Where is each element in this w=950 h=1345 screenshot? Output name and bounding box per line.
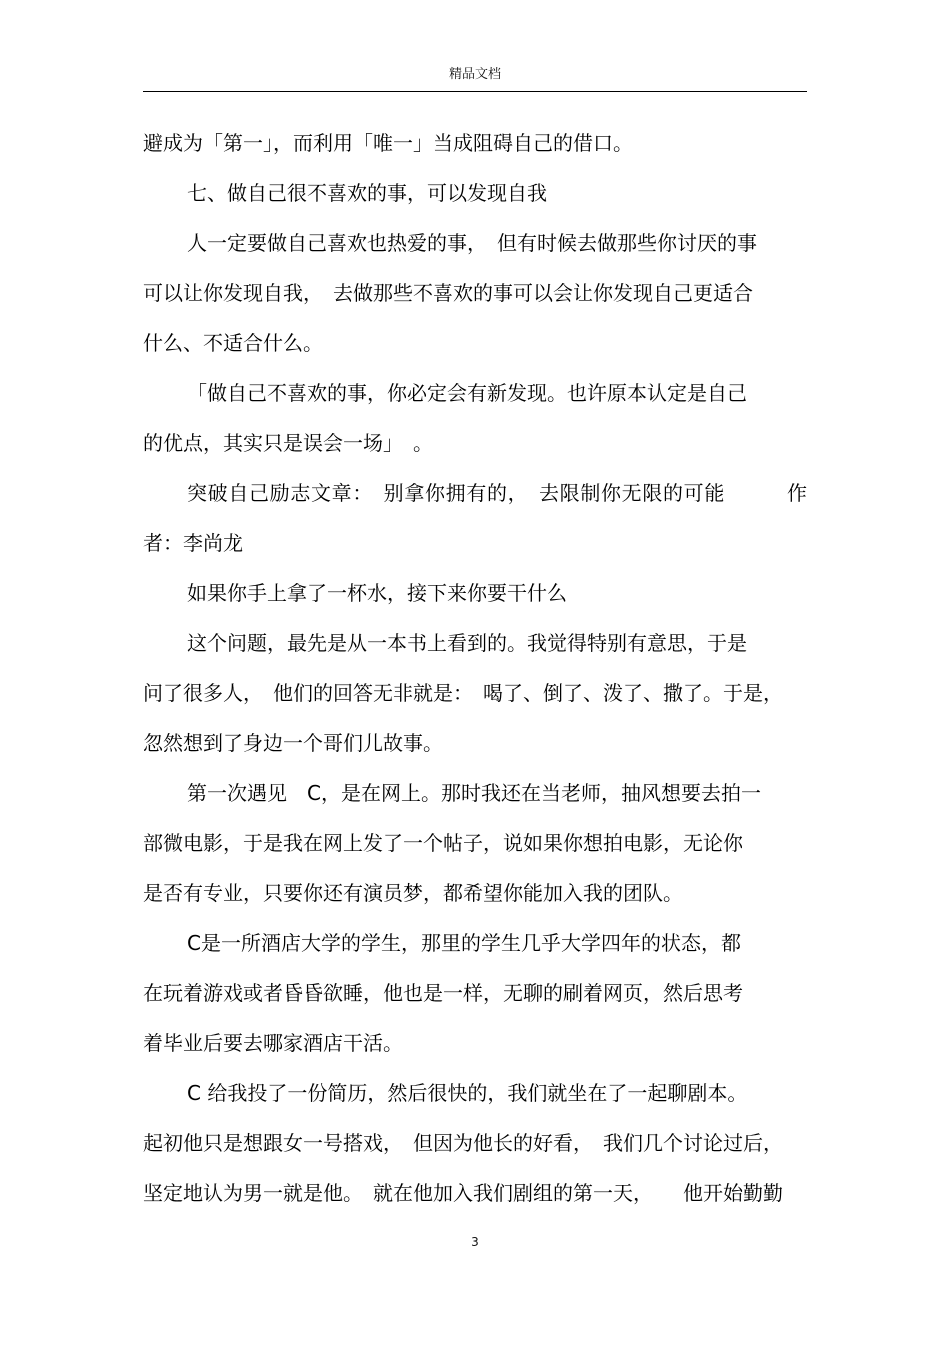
- text-line: C是一所酒店大学的学生，那里的学生几乎大学四年的状态，都: [187, 931, 741, 955]
- text-line: 坚定地认为男一就是他。 就在他加入我们剧组的第一天， 他开始勤勤: [143, 1181, 783, 1205]
- text-line: 问了很多人， 他们的回答无非就是： 喝了、倒了、泼了、撒了。于是，: [143, 681, 783, 705]
- text-line: 忽然想到了身边一个哥们儿故事。: [143, 731, 443, 755]
- section-heading: 七、做自己很不喜欢的事，可以发现自我: [187, 181, 547, 205]
- text-line: 人一定要做自己喜欢也热爱的事， 但有时候去做那些你讨厌的事: [187, 231, 757, 255]
- text-line: 「做自己不喜欢的事，你必定会有新发现。也许原本认定是自己: [187, 381, 747, 405]
- text-line: 的优点，其实只是误会一场」 。: [143, 431, 433, 455]
- text-line: 部微电影，于是我在网上发了一个帖子，说如果你想拍电影，无论你: [143, 831, 743, 855]
- text-line: 在玩着游戏或者昏昏欲睡，他也是一样，无聊的刷着网页，然后思考: [143, 981, 743, 1005]
- page-number: 3: [471, 1235, 479, 1249]
- text-line: 是否有专业，只要你还有演员梦，都希望你能加入我的团队。: [143, 881, 683, 905]
- page-header: 精品文档: [448, 67, 501, 82]
- text-line: 起初他只是想跟女一号搭戏， 但因为他长的好看， 我们几个讨论过后，: [143, 1131, 783, 1155]
- header-divider: [143, 91, 807, 92]
- article-title-line: 突破自己励志文章： 别拿你拥有的， 去限制你无限的可能 作: [187, 481, 807, 505]
- text-line: 可以让你发现自我， 去做那些不喜欢的事可以会让你发现自己更适合: [143, 281, 753, 305]
- text-line: 第一次遇见 C，是在网上。那时我还在当老师，抽风想要去拍一: [187, 781, 761, 805]
- text-line: C 给我投了一份简历，然后很快的，我们就坐在了一起聊剧本。: [187, 1081, 748, 1105]
- text-line: 如果你手上拿了一杯水，接下来你要干什么: [187, 581, 567, 605]
- text-line: 着毕业后要去哪家酒店干活。: [143, 1031, 403, 1055]
- text-line: 这个问题，最先是从一本书上看到的。我觉得特别有意思，于是: [187, 631, 747, 655]
- text-line: 避成为「第一」，而利用「唯一」当成阻碍自己的借口。: [143, 131, 633, 155]
- author-line: 者：李尚龙: [143, 531, 243, 555]
- text-line: 什么、不适合什么。: [143, 331, 323, 355]
